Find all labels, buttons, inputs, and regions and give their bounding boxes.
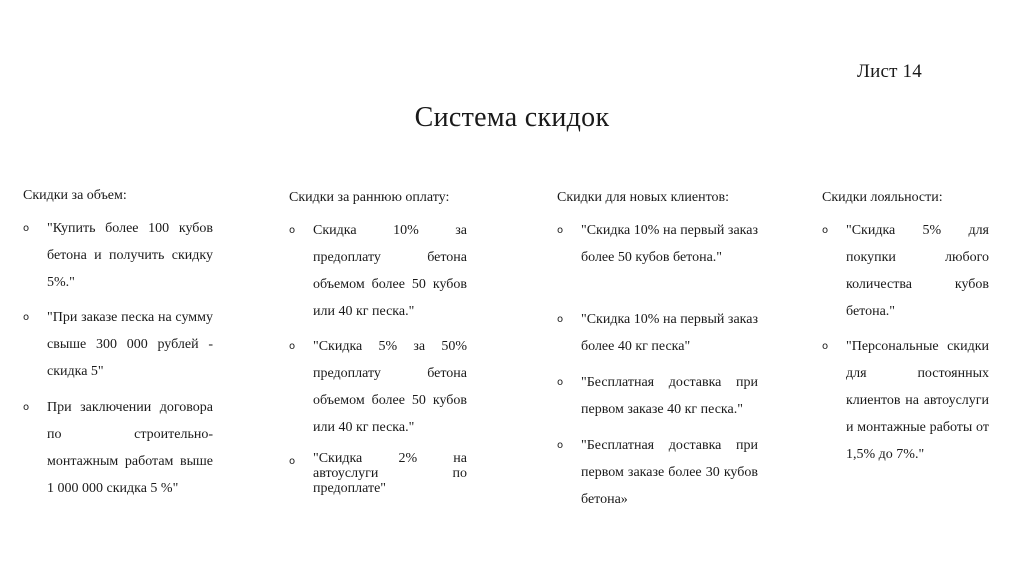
discount-column-loyalty bbox=[822, 188, 989, 462]
bullet-icon: o bbox=[557, 314, 564, 325]
bullet-icon: o bbox=[557, 225, 564, 236]
list-item bbox=[557, 310, 758, 360]
bullet-icon: o bbox=[822, 225, 829, 236]
list-item bbox=[23, 219, 213, 296]
bullet-icon: o bbox=[557, 377, 564, 388]
item-text: Скидка 10% за предоплату бетона объемом более 50 кубов или 40 кг песка." bbox=[313, 223, 467, 319]
item-text: "Бесплатная доставка при первом заказе 40 кг песка." bbox=[581, 375, 758, 417]
item-text: "Скидка 2% на автоуслуги по предоплате" bbox=[313, 451, 467, 496]
item-text: "Персональные скидки для постоянных клиентов на автоуслуги и монтажные работы от 1,5% до 7%." bbox=[846, 339, 989, 462]
bullet-icon: o bbox=[289, 341, 296, 352]
list-item bbox=[557, 436, 758, 513]
item-text: "Скидка 5% за 50% предоплату бетона объемом более 50 кубов или 40 кг песка." bbox=[313, 339, 467, 435]
item-text: "Скидка 10% на первый заказ более 50 кубов бетона." bbox=[581, 223, 758, 265]
discount-column-new-clients bbox=[557, 188, 758, 507]
list-item bbox=[289, 337, 467, 441]
list-item bbox=[23, 308, 213, 385]
item-text: "Бесплатная доставка при первом заказе более 30 кубов бетона» bbox=[581, 438, 758, 507]
bullet-icon: o bbox=[822, 341, 829, 352]
discount-column-volume bbox=[23, 186, 213, 496]
list-item bbox=[289, 221, 467, 325]
list-item bbox=[557, 373, 758, 423]
list-item bbox=[23, 398, 213, 502]
column-heading: Скидки лояльности: bbox=[822, 190, 943, 205]
bullet-icon: o bbox=[23, 402, 30, 413]
bullet-icon: o bbox=[23, 223, 30, 234]
item-text: "Скидка 10% на первый заказ более 40 кг песка" bbox=[581, 312, 758, 354]
bullet-icon: o bbox=[289, 456, 296, 467]
bullet-icon: o bbox=[23, 312, 30, 323]
column-heading: Скидки для новых клиентов: bbox=[557, 190, 730, 205]
page-title: Система скидок bbox=[414, 102, 610, 133]
list-item bbox=[822, 221, 989, 325]
list-item bbox=[289, 452, 467, 496]
bullet-icon: o bbox=[557, 440, 564, 451]
discount-column-early-payment bbox=[289, 188, 467, 496]
list-item bbox=[822, 337, 989, 468]
sheet-number: Лист 14 bbox=[857, 61, 922, 82]
column-heading: Скидки за раннюю оплату: bbox=[289, 190, 450, 205]
item-text: "Купить более 100 кубов бетона и получить скидку 5%." bbox=[47, 221, 213, 290]
bullet-icon: o bbox=[289, 225, 296, 236]
list-item bbox=[557, 221, 758, 271]
column-heading: Скидки за объем: bbox=[23, 188, 127, 203]
item-text: "При заказе песка на сумму свыше 300 000 рублей - скидка 5" bbox=[47, 310, 213, 379]
item-text: "Скидка 5% для покупки любого количества кубов бетона." bbox=[846, 223, 989, 319]
item-text: При заключении договора по строительно-монтажным работам выше 1 000 000 скидка 5 %" bbox=[47, 400, 213, 496]
